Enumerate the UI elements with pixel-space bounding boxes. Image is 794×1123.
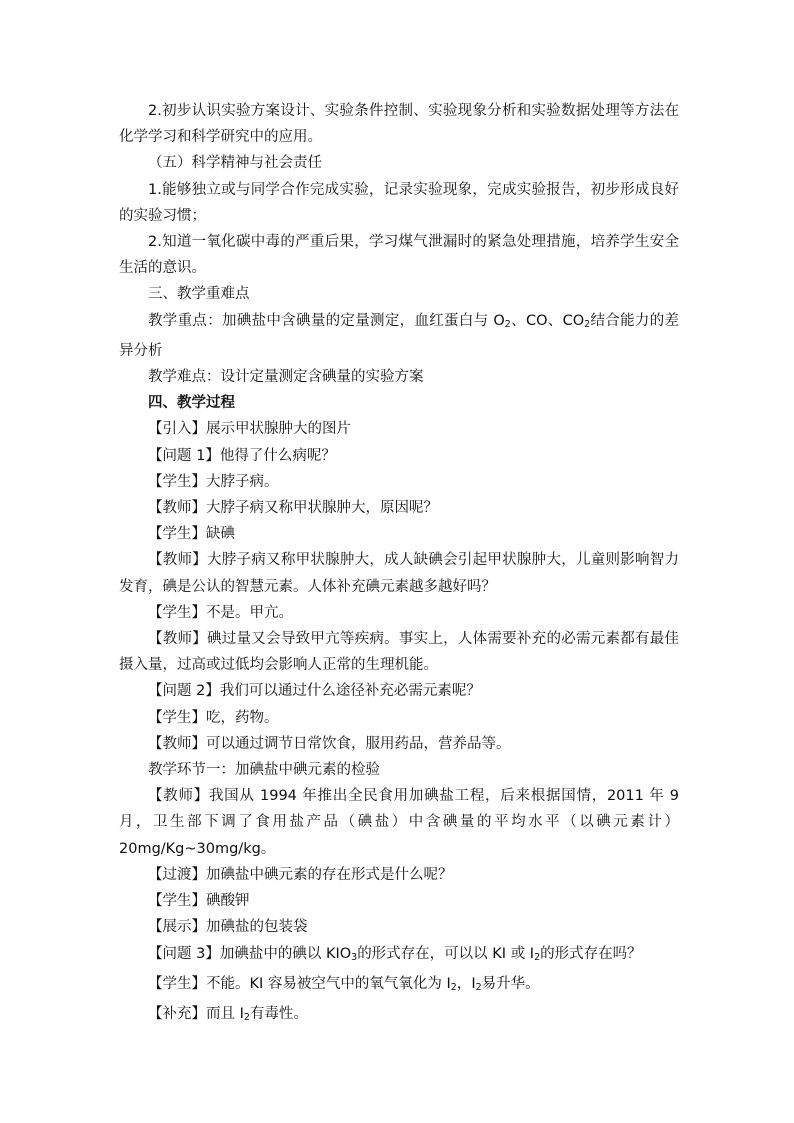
subscript: 2 — [504, 318, 511, 330]
key-point-text-b: 、CO、CO — [510, 312, 585, 329]
dialogue-line: 【学生】吃，药物。 — [148, 709, 279, 726]
dialogue-line-question-3 — [119, 941, 679, 971]
answer-text-c: 易升华。 — [481, 975, 540, 992]
dialogue-line: 【学生】碘酸钾 — [148, 893, 250, 910]
dialogue-line: 【教师】碘过量又会导致甲亢等疾病。事实上，人体需要补充的必需元素都有最佳摄入量，过高或过低均会影响人正常的生理机能。 — [119, 631, 679, 674]
subscript: 2 — [534, 951, 541, 963]
section-heading-step-one: 教学环节一：加碘盐中碘元素的检验 — [148, 762, 380, 779]
dialogue-line-supplement — [119, 1001, 679, 1031]
dialogue-line: 【教师】我国从 1994 年推出全民食用加碘盐工程，后来根据国情，2011 年 9 月，卫生部下调了食用盐产品（碘盐）中含碘量的平均水平（以碘元素计）20mg/Kg~30mg/kg。 — [119, 788, 679, 857]
dialogue-line: 【教师】大脖子病又称甲状腺肿大，成人缺碘会引起甲状腺肿大，儿童则影响智力发育，碘是公认的智慧元素。人体补充碘元素越多越好吗？ — [119, 552, 679, 595]
dialogue-line: 【问题 2】我们可以通过什么途径补充必需元素呢？ — [148, 683, 481, 700]
dialogue-line: 【问题 1】他得了什么病呢？ — [148, 447, 336, 464]
subscript: 3 — [351, 951, 358, 963]
supplement-text-b: 有毒性。 — [249, 1005, 308, 1022]
dialogue-line-student-answer — [119, 971, 679, 1001]
paragraph-method-objective: 2.初步认识实验方案设计、实验条件控制、实验现象分析和实验数据处理等方法在化学学习和科学研究中的应用。 — [119, 103, 679, 146]
paragraph-objective-1: 1.能够独立或与同学合作完成实验，记录实验现象，完成实验报告，初步形成良好的实验习惯； — [119, 181, 679, 224]
key-point-text-c: 结合能力的差异分析 — [119, 312, 680, 359]
q3-text-c: 的形式存在吗？ — [540, 945, 642, 962]
paragraph-difficulty: 教学难点：设计定量测定含碘量的实验方案 — [148, 369, 424, 386]
dialogue-line: 【教师】可以通过调节日常饮食，服用药品，营养品等。 — [148, 735, 511, 752]
dialogue-line: 【学生】大脖子病。 — [148, 473, 279, 490]
dialogue-line: 【学生】不是。甲亢。 — [148, 604, 293, 621]
key-point-text-a: 教学重点：加碘盐中含碘量的定量测定，血红蛋白与 O — [148, 312, 505, 329]
subscript: 2 — [584, 318, 591, 330]
q3-text-a: 【问题 3】加碘盐中的碘以 KIO — [148, 945, 352, 962]
dialogue-line: 【引入】展示甲状腺肿大的图片 — [148, 421, 351, 438]
section-heading-key-points: 三、教学重难点 — [148, 286, 250, 303]
subscript: 2 — [450, 981, 457, 993]
dialogue-line: 【学生】缺碘 — [148, 526, 235, 543]
section-heading-teaching-process: 四、教学过程 — [148, 395, 235, 412]
dialogue-line: 【教师】大脖子病又称甲状腺肿大，原因呢？ — [148, 500, 438, 517]
q3-text-b: 的形式存在，可以以 KI 或 I — [357, 945, 535, 962]
answer-text-b: ，I — [456, 975, 476, 992]
dialogue-line: 【过渡】加碘盐中碘元素的存在形式是什么呢？ — [148, 866, 453, 883]
answer-text-a: 【学生】不能。KI 容易被空气中的氧气氧化为 I — [148, 975, 451, 992]
section-heading-science-spirit: （五）科学精神与社会责任 — [148, 155, 322, 172]
subscript: 2 — [243, 1011, 250, 1023]
paragraph-key-point — [119, 308, 679, 364]
paragraph-objective-2: 2.知道一氧化碳中毒的严重后果，学习煤气泄漏时的紧急处理措施，培养学生安全生活的意识。 — [119, 234, 679, 277]
supplement-text-a: 【补充】而且 I — [148, 1005, 244, 1022]
document-body — [119, 98, 679, 1031]
dialogue-line: 【展示】加碘盐的包装袋 — [148, 919, 308, 936]
subscript: 2 — [475, 981, 482, 993]
